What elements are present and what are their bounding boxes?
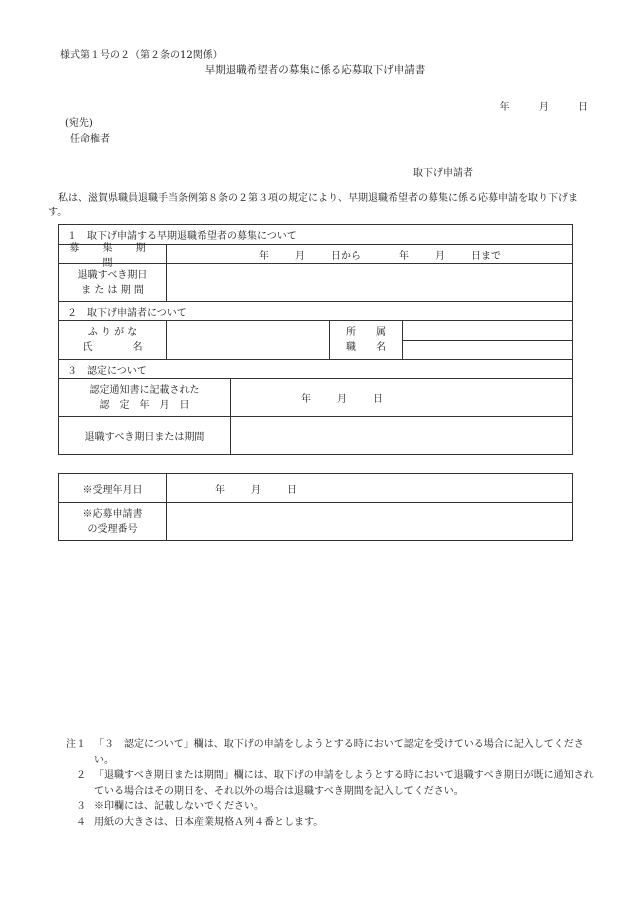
receipt-number-label xyxy=(59,503,166,540)
retire-date-label-line2: ま た は 期 間 xyxy=(81,284,144,296)
received-month: 月 xyxy=(251,484,261,496)
recruitment-period-field[interactable] xyxy=(166,245,572,263)
cert-date-field[interactable] xyxy=(230,379,572,416)
dept-label: 所 属 xyxy=(346,327,386,338)
receipt-table xyxy=(58,473,573,541)
note-3 xyxy=(60,799,594,815)
period-day-from: 日から xyxy=(331,250,361,262)
received-date-field[interactable] xyxy=(166,474,572,502)
position-label: 職 名 xyxy=(346,342,386,353)
retire-date-field[interactable] xyxy=(166,264,572,301)
note-1-number: 注１ xyxy=(66,739,86,750)
cert-date-label-line1: 認定通知書に記載された xyxy=(89,384,200,396)
name-label xyxy=(59,321,166,359)
period-day-to: 日まで xyxy=(471,250,501,262)
period-month-1: 月 xyxy=(295,250,305,262)
note-2 xyxy=(60,768,594,799)
note-1 xyxy=(60,737,594,768)
day-label: 日 xyxy=(578,102,588,113)
recruitment-period-label: 募 集 期 間 xyxy=(69,243,156,269)
month-label: 月 xyxy=(538,102,549,113)
note-2-text: 「退職すべき期日または期間」欄には、取下げの申請をしようとする時において退職すべき期日が既に通知されている場合はその期日を、それ以外の場合は退職すべき期間を記入してください。 xyxy=(94,770,594,797)
receipt-number-field[interactable] xyxy=(166,503,572,540)
body-text: 私は、滋賀県職員退職手当条例第８条の２第３項の規定により、早期退職希望者の募集に係る応募申請を取り下げます。 xyxy=(48,193,578,218)
retire-date-label-line1: 退職すべき期日 xyxy=(77,269,148,281)
date-line xyxy=(474,98,588,113)
name-field[interactable] xyxy=(166,321,329,359)
cert-period-field[interactable] xyxy=(230,417,572,454)
section-1-heading: １ 取下げ申請する早期退職希望者の募集について xyxy=(67,231,297,242)
note-1-text: 「３ 認定について」欄は、取下げの申請をしようとする時において認定を受けている場合に記入してください。 xyxy=(94,739,584,766)
cert-month: 月 xyxy=(337,394,347,405)
furigana-label: ふ り が な xyxy=(87,327,138,338)
document-title: 早期退職希望者の募集に係る応募取下げ申請書 xyxy=(204,64,426,76)
receipt-number-label-line1: ※応募申請書 xyxy=(82,508,143,520)
note-4-text: 用紙の大きさは、日本産業規格Ａ列４番とします。 xyxy=(94,816,324,828)
received-date-label: ※受理年月日 xyxy=(82,484,143,496)
section-3-heading: ３ 認定について xyxy=(67,365,147,377)
note-3-text: ※印欄には、記載しないでください。 xyxy=(94,801,264,812)
addressee: 任命権者 xyxy=(70,134,110,145)
cert-date-label xyxy=(59,379,230,416)
form-number: 様式第１号の２（第２条の12関係） xyxy=(60,50,223,61)
retire-date-label xyxy=(59,264,166,301)
main-table xyxy=(58,224,573,455)
cert-date-label-line2: 認 定 年 月 日 xyxy=(99,399,190,411)
cert-day: 日 xyxy=(373,394,383,405)
dept-field[interactable] xyxy=(403,321,572,341)
addressee-label: (宛先) xyxy=(65,118,93,129)
period-year-2: 年 xyxy=(399,250,409,262)
receipt-number-label-line2: の受理番号 xyxy=(87,523,138,535)
section-2-heading: ２ 取下げ申請者について xyxy=(67,307,187,319)
period-month-2: 月 xyxy=(435,250,445,262)
notes xyxy=(60,737,594,830)
position-field[interactable] xyxy=(403,341,572,360)
note-4 xyxy=(60,815,594,831)
cert-year: 年 xyxy=(301,394,311,405)
applicant-label: 取下げ申請者 xyxy=(413,168,473,179)
dept-position-fields xyxy=(402,321,572,359)
note-4-number: ４ xyxy=(76,816,86,828)
note-2-number: ２ xyxy=(76,770,86,781)
received-day: 日 xyxy=(287,484,297,496)
year-label: 年 xyxy=(499,102,510,113)
cert-period-label: 退職すべき期日または期間 xyxy=(84,432,205,443)
full-name-label: 氏 名 xyxy=(82,342,143,353)
note-3-number: ３ xyxy=(76,801,86,812)
period-year-1: 年 xyxy=(259,250,269,262)
received-year: 年 xyxy=(215,484,225,496)
dept-position-label xyxy=(329,321,402,359)
